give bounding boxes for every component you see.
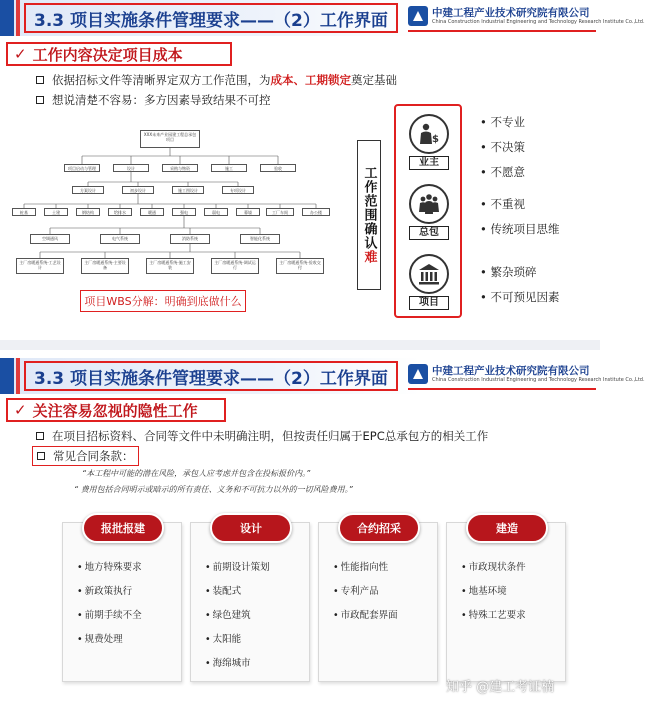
wbs-level3-node: 方案设计 — [72, 186, 104, 194]
card-heading: 报批报建 — [82, 513, 164, 543]
bullet-common-clauses-text: 常见合同条款： — [53, 449, 134, 463]
list-item: • 前期手续不全 — [77, 607, 142, 621]
list-item: • 繁杂琐碎 — [480, 264, 559, 280]
wbs-level4-node: 工厂车间 — [266, 208, 294, 216]
card-approval — [62, 522, 182, 682]
list-item: • 太阳能 — [205, 631, 270, 645]
bullet-difficulty — [36, 92, 271, 108]
list-item: • 传统项目思维 — [480, 221, 559, 237]
wbs-caption: 项目WBS分解：明确到底做什么 — [80, 290, 246, 312]
wbs-level4-node: 幕墙 — [236, 208, 260, 216]
bullet-hidden-work — [36, 428, 488, 444]
list-item: • 地方特殊要求 — [77, 559, 142, 573]
list-item: • 装配式 — [205, 583, 270, 597]
wbs-level2-node: 采购与物资 — [162, 164, 198, 172]
wbs-level2-node: 设计 — [113, 164, 149, 172]
list-item: • 不重视 — [480, 196, 559, 212]
owner-money-icon — [409, 114, 449, 154]
list-item: • 不可预见因素 — [480, 289, 559, 305]
card-construction — [446, 522, 566, 682]
wbs-level6-node: 主厂房暖通系统-调试运行 — [211, 258, 259, 274]
bullet-common-clauses — [32, 446, 139, 466]
clause-quote-1: “本工程中可能的潜在风险，承包人应考虑并包含在投标报价内。” — [82, 469, 311, 478]
slide-hidden-work — [0, 350, 645, 707]
org-branding — [408, 4, 645, 32]
wbs-level3-node: 施工图设计 — [172, 186, 204, 194]
list-item: • 规费处理 — [77, 631, 142, 645]
wbs-level6-node: 主厂房暖通系统-主要设备 — [81, 258, 129, 274]
list-item: • 性能指向性 — [333, 559, 398, 573]
checkmark-icon: ✓ — [14, 45, 27, 63]
card-heading: 设计 — [210, 513, 292, 543]
org-name-en: China Construction Industrial Engineering and Technology Research Institute Co.,Ltd. — [432, 377, 645, 383]
card-item-list — [333, 559, 398, 631]
wbs-level6-node: 主厂房暖通系统-验收交付 — [276, 258, 324, 274]
wbs-level2-node: 施工 — [211, 164, 247, 172]
card-heading: 建造 — [466, 513, 548, 543]
role-project-label: 项目 — [409, 296, 449, 310]
org-name-cn: 中建工程产业技术研究院有限公司 — [432, 365, 590, 377]
header-accent-stripe — [16, 358, 20, 394]
role-owner — [406, 114, 452, 170]
slide-title: 3.3 项目实施条件管理要求——（2）工作界面 — [24, 3, 398, 33]
card-item-list — [77, 559, 142, 655]
wbs-level5-node: 电气系统 — [100, 234, 140, 244]
square-bullet-icon — [36, 96, 44, 104]
slide-header — [0, 0, 645, 36]
card-heading: 合约招采 — [338, 513, 420, 543]
bullet-hidden-work-text: 在项目招标资料、合同等文件中未明确注明，但按责任归属于EPC总承包方的相关工作 — [52, 429, 489, 443]
bullet-scope-tail: 奠定基础 — [351, 73, 397, 87]
role-project — [406, 254, 452, 310]
wbs-level4-node: 强电 — [172, 208, 196, 216]
role-contractor-label: 总包 — [409, 226, 449, 240]
contractor-issues-list — [480, 196, 559, 246]
team-people-icon — [409, 184, 449, 224]
slide-header — [0, 358, 645, 394]
wbs-level4-node: 土建 — [44, 208, 68, 216]
header-accent-bar — [0, 358, 14, 394]
wbs-level2-node: 验收 — [260, 164, 296, 172]
wbs-level4-node: 钢结构 — [76, 208, 100, 216]
role-owner-label: 业主 — [409, 156, 449, 170]
org-logo-icon — [408, 364, 428, 384]
org-name-en: China Construction Industrial Engineering and Technology Research Institute Co.,Ltd. — [432, 19, 645, 25]
wbs-level4-node: 办公楼 — [302, 208, 330, 216]
list-item: • 市政现状条件 — [461, 559, 526, 573]
wbs-level6-node: 主厂房暖通系统-工艺设计 — [16, 258, 64, 274]
wbs-level4-node: 暖通 — [140, 208, 164, 216]
card-design — [190, 522, 310, 682]
bullet-scope-text: 依据招标文件等清晰界定双方工作范围，为 — [52, 73, 271, 87]
card-item-list — [461, 559, 526, 631]
project-issues-list — [480, 264, 559, 314]
bullet-scope — [36, 72, 397, 88]
section-heading-text: 关注容易忽视的隐性工作 — [32, 401, 198, 420]
building-columns-icon — [409, 254, 449, 294]
list-item: • 绿色建筑 — [205, 607, 270, 621]
bullet-difficulty-text: 想说清楚不容易：多方因素导致结果不可控 — [52, 93, 271, 107]
square-bullet-icon — [37, 452, 45, 460]
square-bullet-icon — [36, 432, 44, 440]
org-branding — [408, 362, 645, 390]
wbs-level6-node: 主厂房暖通系统-施工安装 — [146, 258, 194, 274]
checkmark-icon: ✓ — [14, 401, 27, 419]
org-logo-icon — [408, 6, 428, 26]
card-item-list — [205, 559, 270, 679]
bullet-scope-highlight: 成本、工期锁定 — [270, 73, 351, 87]
scope-difficulty-text: 难 — [361, 250, 377, 264]
wbs-level4-node: 桩基 — [12, 208, 36, 216]
section-heading — [6, 42, 232, 66]
section-heading-text: 工作内容决定项目成本 — [32, 45, 183, 64]
wbs-root-node: XXX未来产业园建工程总承包项目 — [140, 130, 200, 148]
clause-quote-2: “ 费用包括合同明示或暗示的所有责任、义务和不可抗力以外的一切风险费用。” — [74, 485, 353, 494]
wbs-level5-node: 智能化系统 — [240, 234, 280, 244]
list-item: • 地基环境 — [461, 583, 526, 597]
card-procurement — [318, 522, 438, 682]
stakeholder-icon-panel — [394, 104, 462, 318]
list-item: • 特殊工艺要求 — [461, 607, 526, 621]
role-contractor — [406, 184, 452, 240]
wbs-level5-node: 空调通风 — [30, 234, 70, 244]
watermark: 知乎 @建工考证楠 — [446, 680, 555, 695]
list-item: • 不决策 — [480, 139, 525, 155]
slide-title: 3.3 项目实施条件管理要求——（2）工作界面 — [24, 361, 398, 391]
wbs-tree-diagram — [10, 128, 350, 288]
wbs-level4-node: 弱电 — [204, 208, 228, 216]
owner-issues-list — [480, 114, 525, 189]
svg-text:$: $ — [432, 134, 439, 145]
list-item: • 前期设计策划 — [205, 559, 270, 573]
wbs-level5-node: 消防系统 — [170, 234, 210, 244]
list-item: • 市政配套界面 — [333, 607, 398, 621]
wbs-level4-node: 给排水 — [108, 208, 132, 216]
section-heading — [6, 398, 226, 422]
header-accent-stripe — [16, 0, 20, 36]
org-name-cn: 中建工程产业技术研究院有限公司 — [432, 7, 590, 19]
header-accent-bar — [0, 0, 14, 36]
wbs-level2-node: 项目启动与管理 — [64, 164, 100, 172]
scope-confirmation-label — [357, 140, 381, 290]
list-item: • 新政策执行 — [77, 583, 142, 597]
wbs-level3-node: 初步设计 — [122, 186, 154, 194]
wbs-level3-node: 专项设计 — [222, 186, 254, 194]
slide-divider — [0, 340, 600, 350]
list-item: • 不专业 — [480, 114, 525, 130]
list-item: • 专利产品 — [333, 583, 398, 597]
square-bullet-icon — [36, 76, 44, 84]
list-item: • 海绵城市 — [205, 655, 270, 669]
scope-confirmation-text: 工作范围确认 — [361, 166, 377, 250]
slide-work-content — [0, 0, 645, 340]
list-item: • 不愿意 — [480, 164, 525, 180]
